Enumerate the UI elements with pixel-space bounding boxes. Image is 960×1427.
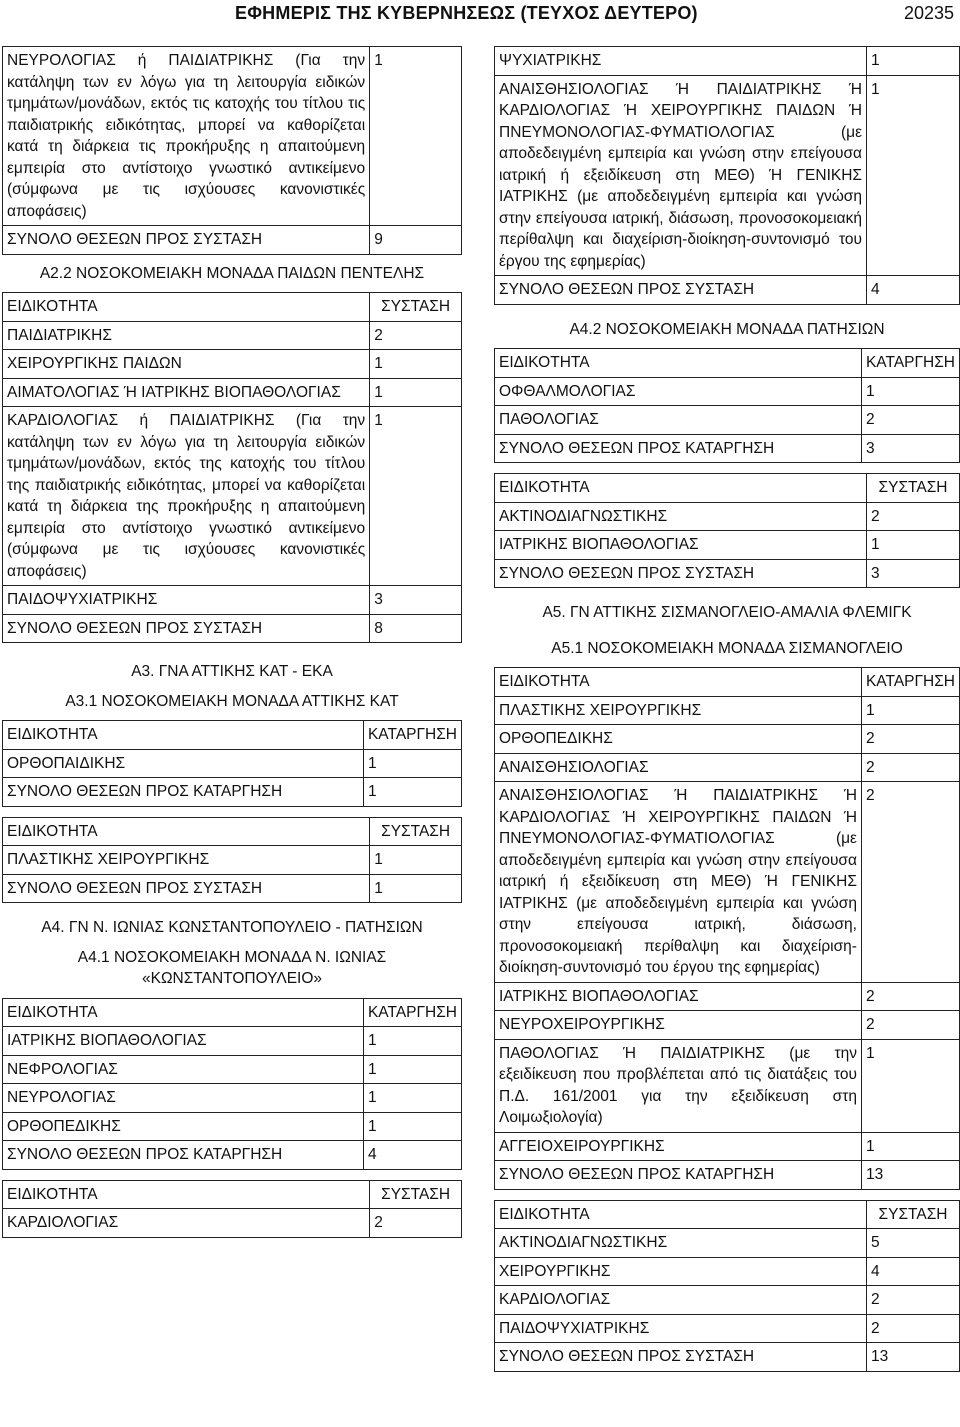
column-header-specialty: ΕΙΔΙΚΟΤΗΤΑ (3, 721, 364, 750)
cell-specialty: ΣΥΝΟΛΟ ΘΕΣΕΩΝ ΠΡΟΣ ΚΑΤΑΡΓΗΣΗ (495, 1161, 862, 1190)
cell-specialty: ΠΑΘΟΛΟΓΙΑΣ Ή ΠΑΙΔΙΑΤΡΙΚΗΣ (με την εξειδίκευση που προβλέπεται από τις διατάξεις του Π.Δ. 161/2001 για την εξειδίκευση στη Λοιμωξιολογία) (495, 1039, 862, 1132)
cell-specialty: ΣΥΝΟΛΟ ΘΕΣΕΩΝ ΠΡΟΣ ΣΥΣΤΑΣΗ (495, 1343, 867, 1372)
table-header-row (495, 349, 960, 378)
column-header-action: ΚΑΤΑΡΓΗΣΗ (861, 668, 959, 697)
table-row (495, 982, 960, 1011)
section-heading-a4: Α4. ΓΝ Ν. ΙΩΝΙΑΣ ΚΩΝΣΤΑΝΤΟΠΟΥΛΕΙΟ - ΠΑΤΗΣΙΩΝ (41, 919, 423, 936)
table-row (495, 1343, 960, 1372)
cell-specialty: ΣΥΝΟΛΟ ΘΕΣΕΩΝ ΠΡΟΣ ΣΥΣΤΑΣΗ (495, 276, 867, 305)
table-row (495, 75, 960, 276)
table-row (3, 350, 462, 379)
cell-count: 1 (867, 531, 960, 560)
table-header-row (495, 668, 960, 697)
column-header-action: ΚΑΤΑΡΓΗΣΗ (363, 721, 461, 750)
cell-count: 3 (861, 434, 959, 463)
table-row (3, 226, 462, 255)
table-row (495, 1132, 960, 1161)
cell-specialty: ΣΥΝΟΛΟ ΘΕΣΕΩΝ ΠΡΟΣ ΣΥΣΤΑΣΗ (3, 874, 370, 903)
cell-specialty: ΑΚΤΙΝΟΔΙΑΓΝΩΣΤΙΚΗΣ (495, 1229, 867, 1258)
cell-count: 2 (861, 406, 959, 435)
cell-count: 2 (861, 782, 959, 983)
cell-specialty: ΠΑΙΔΟΨΥΧΙΑΤΡΙΚΗΣ (495, 1314, 867, 1343)
table (2, 1180, 462, 1238)
cell-specialty: ΣΥΝΟΛΟ ΘΕΣΕΩΝ ΠΡΟΣ ΣΥΣΤΑΣΗ (495, 559, 867, 588)
cell-count: 2 (861, 725, 959, 754)
column-header-action: ΣΥΣΤΑΣΗ (370, 1180, 462, 1209)
cell-count: 1 (370, 47, 462, 226)
column-header-specialty: ΕΙΔΙΚΟΤΗΤΑ (495, 668, 862, 697)
cell-specialty: ΑΝΑΙΣΘΗΣΙΟΛΟΓΙΑΣ Ή ΠΑΙΔΙΑΤΡΙΚΗΣ Ή ΚΑΡΔΙΟΛΟΓΙΑΣ Ή ΧΕΙΡΟΥΡΓΙΚΗΣ ΠΑΙΔΩΝ Ή ΠΝΕΥΜΟΝΟΛΟΓΙΑΣ-ΦΥΜΑΤΙΟΛΟΓΙΑΣ (με αποδεδειγμένη εμπειρία και γνώση στην επείγουσα ιατρική ή εξειδίκευση στη ΜΕΘ) Ή ΓΕΝΙΚΗΣ ΙΑΤΡΙΚΗΣ (με αποδεδειγμένη εμπειρία και γνώση στην επείγουσα ιατρική, διάσωση, προνοσοκομειακή περίθαλψη και διαχείριση-διοίκηση-συντονισμό του έργου της εφημερίας) (495, 75, 867, 276)
table-row (495, 1039, 960, 1132)
table-row (495, 696, 960, 725)
cell-specialty: ΟΡΘΟΠΕΔΙΚΗΣ (3, 1112, 364, 1141)
table-row (3, 1209, 462, 1238)
column-header-action: ΚΑΤΑΡΓΗΣΗ (861, 349, 959, 378)
table (494, 348, 960, 463)
table-row (495, 1257, 960, 1286)
table-patision-abolition (494, 348, 960, 463)
table-row (495, 47, 960, 76)
table-row (3, 778, 462, 807)
table (2, 46, 462, 255)
table (494, 46, 960, 305)
table (2, 292, 462, 643)
table (2, 817, 462, 904)
section-heading-a41: Α4.1 ΝΟΣΟΚΟΜΕΙΑΚΗ ΜΟΝΑΔΑ Ν. ΙΩΝΙΑΣ (77, 948, 387, 966)
cell-specialty: ΙΑΤΡΙΚΗΣ ΒΙΟΠΑΘΟΛΟΓΙΑΣ (495, 982, 862, 1011)
cell-specialty: ΣΥΝΟΛΟ ΘΕΣΕΩΝ ΠΡΟΣ ΚΑΤΑΡΓΗΣΗ (3, 1141, 364, 1170)
table-row (3, 846, 462, 875)
table-nionia-establishment (2, 1180, 462, 1238)
cell-count: 5 (867, 1229, 960, 1258)
cell-specialty: ΝΕΥΡΟΛΟΓΙΑΣ ή ΠΑΙΔΙΑΤΡΙΚΗΣ (Για την κατάληψη των εν λόγω για τη λειτουργία ειδικών τμημάτων/μονάδων, εκτός τις κατοχής του τίτλου τις παιδιατρικής ειδικότητας, μπορεί να καθορίζεται κατά τη διάρκεια τις προκήρυξης η απαιτούμενη εμπειρία στο αντίστοιχο γνωστικό αντικείμενο (σύμφωνα με τις ισχύουσες κανονιστικές αποφάσεις) (3, 47, 370, 226)
table-row (495, 782, 960, 983)
cell-count: 4 (867, 1257, 960, 1286)
cell-count: 2 (370, 321, 462, 350)
column-header-specialty: ΕΙΔΙΚΟΤΗΤΑ (495, 349, 862, 378)
table-row (495, 1161, 960, 1190)
cell-specialty: ΑΓΓΕΙΟΧΕΙΡΟΥΡΓΙΚΗΣ (495, 1132, 862, 1161)
table (494, 473, 960, 588)
cell-count: 13 (867, 1343, 960, 1372)
table-header-row (3, 1180, 462, 1209)
table-row (495, 1286, 960, 1315)
table-row (495, 559, 960, 588)
cell-specialty: ΑΙΜΑΤΟΛΟΓΙΑΣ Ή ΙΑΤΡΙΚΗΣ ΒΙΟΠΑΘΟΛΟΓΙΑΣ (3, 378, 370, 407)
cell-count: 4 (867, 276, 960, 305)
cell-count: 3 (867, 559, 960, 588)
table-kat-abolition (2, 720, 462, 807)
cell-count: 4 (363, 1141, 461, 1170)
table-nionia-abolition (2, 998, 462, 1170)
table-kat-establishment (2, 817, 462, 904)
column-header-specialty: ΕΙΔΙΚΟΤΗΤΑ (495, 474, 867, 503)
cell-count: 1 (370, 407, 462, 586)
table (2, 998, 462, 1170)
cell-specialty: ΑΝΑΙΣΘΗΣΙΟΛΟΓΙΑΣ (495, 753, 862, 782)
cell-count: 1 (861, 377, 959, 406)
table-row (3, 874, 462, 903)
column-header-action: ΚΑΤΑΡΓΗΣΗ (363, 998, 461, 1027)
cell-count: 1 (363, 1027, 461, 1056)
column-header-specialty: ΕΙΔΙΚΟΤΗΤΑ (3, 817, 370, 846)
cell-specialty: ΝΕΦΡΟΛΟΓΙΑΣ (3, 1055, 364, 1084)
column-header-specialty: ΕΙΔΙΚΟΤΗΤΑ (3, 1180, 370, 1209)
cell-specialty: ΧΕΙΡΟΥΡΓΙΚΗΣ ΠΑΙΔΩΝ (3, 350, 370, 379)
cell-specialty: ΚΑΡΔΙΟΛΟΓΙΑΣ (495, 1286, 867, 1315)
cell-count: 9 (370, 226, 462, 255)
column-header-specialty: ΕΙΔΙΚΟΤΗΤΑ (3, 998, 364, 1027)
section-heading-a31: Α3.1 ΝΟΣΟΚΟΜΕΙΑΚΗ ΜΟΝΑΔΑ ΑΤΤΙΚΗΣ ΚΑΤ (65, 692, 399, 710)
cell-specialty: ΣΥΝΟΛΟ ΘΕΣΕΩΝ ΠΡΟΣ ΚΑΤΑΡΓΗΣΗ (3, 778, 364, 807)
table-header-row (3, 817, 462, 846)
cell-specialty: ΣΥΝΟΛΟ ΘΕΣΕΩΝ ΠΡΟΣ ΣΥΣΤΑΣΗ (3, 614, 370, 643)
section-heading-a41-name: «ΚΩΝΣΤΑΝΤΟΠΟΥΛΕΙΟ» (141, 970, 323, 987)
cell-count: 1 (363, 1055, 461, 1084)
cell-count: 1 (363, 778, 461, 807)
cell-count: 1 (861, 1039, 959, 1132)
table-row (495, 531, 960, 560)
table-row (495, 725, 960, 754)
table-row (495, 406, 960, 435)
section-heading-a51: Α5.1 ΝΟΣΟΚΟΜΕΙΑΚΗ ΜΟΝΑΔΑ ΣΙΣΜΑΝΟΓΛΕΙΟ (551, 639, 903, 657)
table-row (3, 1027, 462, 1056)
cell-count: 1 (861, 696, 959, 725)
cell-count: 2 (867, 502, 960, 531)
table-row (495, 1314, 960, 1343)
cell-specialty: ΑΚΤΙΝΟΔΙΑΓΝΩΣΤΙΚΗΣ (495, 502, 867, 531)
table-sismanogleio-establishment (494, 1200, 960, 1372)
cell-specialty: ΝΕΥΡΟΛΟΓΙΑΣ (3, 1084, 364, 1113)
cell-specialty: ΚΑΡΔΙΟΛΟΓΙΑΣ ή ΠΑΙΔΙΑΤΡΙΚΗΣ (Για την κατάληψη των εν λόγω για τη λειτουργία ειδικών τμημάτων/μονάδων, εκτός της κατοχής του τίτλου της παιδιατρικής ειδικότητας, μπορεί να καθορίζεται κατά τη διάρκεια της προκήρυξης η απαιτούμενη εμπειρία στο αντίστοιχο γνωστικό αντικείμενο (σύμφωνα με τις ισχύουσες κανονιστικές αποφάσεις) (3, 407, 370, 586)
table-row (3, 614, 462, 643)
cell-specialty: ΑΝΑΙΣΘΗΣΙΟΛΟΓΙΑΣ Ή ΠΑΙΔΙΑΤΡΙΚΗΣ Ή ΚΑΡΔΙΟΛΟΓΙΑΣ Ή ΧΕΙΡΟΥΡΓΙΚΗΣ ΠΑΙΔΩΝ Ή ΠΝΕΥΜΟΝΟΛΟΓΙΑΣ-ΦΥΜΑΤΙΟΛΟΓΙΑΣ (με αποδεδειγμένη εμπειρία και γνώση στην επείγουσα ιατρική ή εξειδίκευση στη ΜΕΘ) Ή ΓΕΝΙΚΗΣ ΙΑΤΡΙΚΗΣ (με αποδεδειγμένη εμπειρία και γνώση στην επείγουσα ιατρική, διάσωση, προνοσοκομειακή περίθαλψη και διαχείριση-διοίκηση-συντονισμό του έργου της εφημερίας) (495, 782, 862, 983)
cell-specialty: ΙΑΤΡΙΚΗΣ ΒΙΟΠΑΘΟΛΟΓΙΑΣ (495, 531, 867, 560)
table-row (495, 377, 960, 406)
gazette-title: ΕΦΗΜΕΡΙΣ ΤΗΣ ΚΥΒΕΡΝΗΣΕΩΣ (ΤΕΥΧΟΣ ΔΕΥΤΕΡΟ) (235, 3, 698, 23)
cell-specialty: ΠΑΙΔΟΨΥΧΙΑΤΡΙΚΗΣ (3, 586, 370, 615)
cell-count: 2 (370, 1209, 462, 1238)
page-number: 20235 (903, 3, 954, 23)
table-row (3, 47, 462, 226)
table-header-row (3, 998, 462, 1027)
cell-count: 2 (861, 982, 959, 1011)
table-row (3, 1141, 462, 1170)
table-row (495, 1229, 960, 1258)
cell-count: 1 (363, 1084, 461, 1113)
table-nionia-cont (494, 46, 960, 305)
table-header-row (3, 721, 462, 750)
column-header-action: ΣΥΣΤΑΣΗ (370, 817, 462, 846)
table (2, 720, 462, 807)
table-row (3, 321, 462, 350)
column-header-action: ΣΥΣΤΑΣΗ (867, 474, 960, 503)
table-row (495, 434, 960, 463)
cell-count: 1 (363, 749, 461, 778)
cell-specialty: ΧΕΙΡΟΥΡΓΙΚΗΣ (495, 1257, 867, 1286)
cell-count: 1 (363, 1112, 461, 1141)
cell-count: 1 (370, 874, 462, 903)
column-header-action: ΣΥΣΤΑΣΗ (867, 1200, 960, 1229)
table-penteli (2, 292, 462, 643)
table-row (3, 1112, 462, 1141)
cell-specialty: ΟΦΘΑΛΜΟΛΟΓΙΑΣ (495, 377, 862, 406)
cell-specialty: ΣΥΝΟΛΟ ΘΕΣΕΩΝ ΠΡΟΣ ΣΥΣΤΑΣΗ (3, 226, 370, 255)
cell-specialty: ΨΥΧΙΑΤΡΙΚΗΣ (495, 47, 867, 76)
section-heading-a5: Α5. ΓΝ ΑΤΤΙΚΗΣ ΣΙΣΜΑΝΟΓΛΕΙΟ-ΑΜΑΛΙΑ ΦΛΕΜΙΓΚ (542, 604, 912, 621)
table-neurology-cont (2, 46, 462, 255)
table-row (495, 502, 960, 531)
cell-specialty: ΚΑΡΔΙΟΛΟΓΙΑΣ (3, 1209, 370, 1238)
cell-count: 2 (861, 1011, 959, 1040)
table-row (3, 378, 462, 407)
table (494, 667, 960, 1190)
section-heading-a42: Α4.2 ΝΟΣΟΚΟΜΕΙΑΚΗ ΜΟΝΑΔΑ ΠΑΤΗΣΙΩΝ (569, 320, 885, 338)
cell-specialty: ΙΑΤΡΙΚΗΣ ΒΙΟΠΑΘΟΛΟΓΙΑΣ (3, 1027, 364, 1056)
cell-count: 1 (867, 75, 960, 276)
cell-count: 13 (861, 1161, 959, 1190)
cell-specialty: ΠΛΑΣΤΙΚΗΣ ΧΕΙΡΟΥΡΓΙΚΗΣ (3, 846, 370, 875)
cell-count: 8 (370, 614, 462, 643)
cell-specialty: ΠΛΑΣΤΙΚΗΣ ΧΕΙΡΟΥΡΓΙΚΗΣ (495, 696, 862, 725)
table-row (3, 407, 462, 586)
cell-specialty: ΣΥΝΟΛΟ ΘΕΣΕΩΝ ΠΡΟΣ ΚΑΤΑΡΓΗΣΗ (495, 434, 862, 463)
table-row (3, 1055, 462, 1084)
right-column (494, 46, 960, 1372)
table-header-row (495, 1200, 960, 1229)
table-sismanogleio-abolition (494, 667, 960, 1190)
cell-count: 2 (867, 1286, 960, 1315)
cell-specialty: ΠΑΙΔΙΑΤΡΙΚΗΣ (3, 321, 370, 350)
cell-specialty: ΟΡΘΟΠΕΔΙΚΗΣ (495, 725, 862, 754)
page-header (0, 0, 960, 30)
table-row (495, 276, 960, 305)
table-row (3, 1084, 462, 1113)
table-patision-establishment (494, 473, 960, 588)
table (494, 1200, 960, 1372)
table-row (495, 1011, 960, 1040)
cell-specialty: ΟΡΘΟΠΑΙΔΙΚΗΣ (3, 749, 364, 778)
table-row (3, 749, 462, 778)
cell-count: 2 (861, 753, 959, 782)
table-row (495, 753, 960, 782)
cell-count: 1 (861, 1132, 959, 1161)
cell-count: 1 (370, 378, 462, 407)
cell-count: 1 (370, 846, 462, 875)
section-heading-a22: Α2.2 ΝΟΣΟΚΟΜΕΙΑΚΗ ΜΟΝΑΔΑ ΠΑΙΔΩΝ ΠΕΝΤΕΛΗΣ (39, 264, 425, 282)
cell-count: 1 (867, 47, 960, 76)
cell-count: 2 (867, 1314, 960, 1343)
column-header-specialty: ΕΙΔΙΚΟΤΗΤΑ (495, 1200, 867, 1229)
section-heading-a3: Α3. ΓΝΑ ΑΤΤΙΚΗΣ ΚΑΤ - ΕΚΑ (131, 663, 333, 680)
cell-specialty: ΠΑΘΟΛΟΓΙΑΣ (495, 406, 862, 435)
column-header-specialty: ΕΙΔΙΚΟΤΗΤΑ (3, 293, 370, 322)
cell-specialty: ΝΕΥΡΟΧΕΙΡΟΥΡΓΙΚΗΣ (495, 1011, 862, 1040)
table-row (3, 586, 462, 615)
table-header-row (495, 474, 960, 503)
table-header-row (3, 293, 462, 322)
cell-count: 3 (370, 586, 462, 615)
cell-count: 1 (370, 350, 462, 379)
left-column (2, 46, 462, 1238)
column-header-action: ΣΥΣΤΑΣΗ (370, 293, 462, 322)
